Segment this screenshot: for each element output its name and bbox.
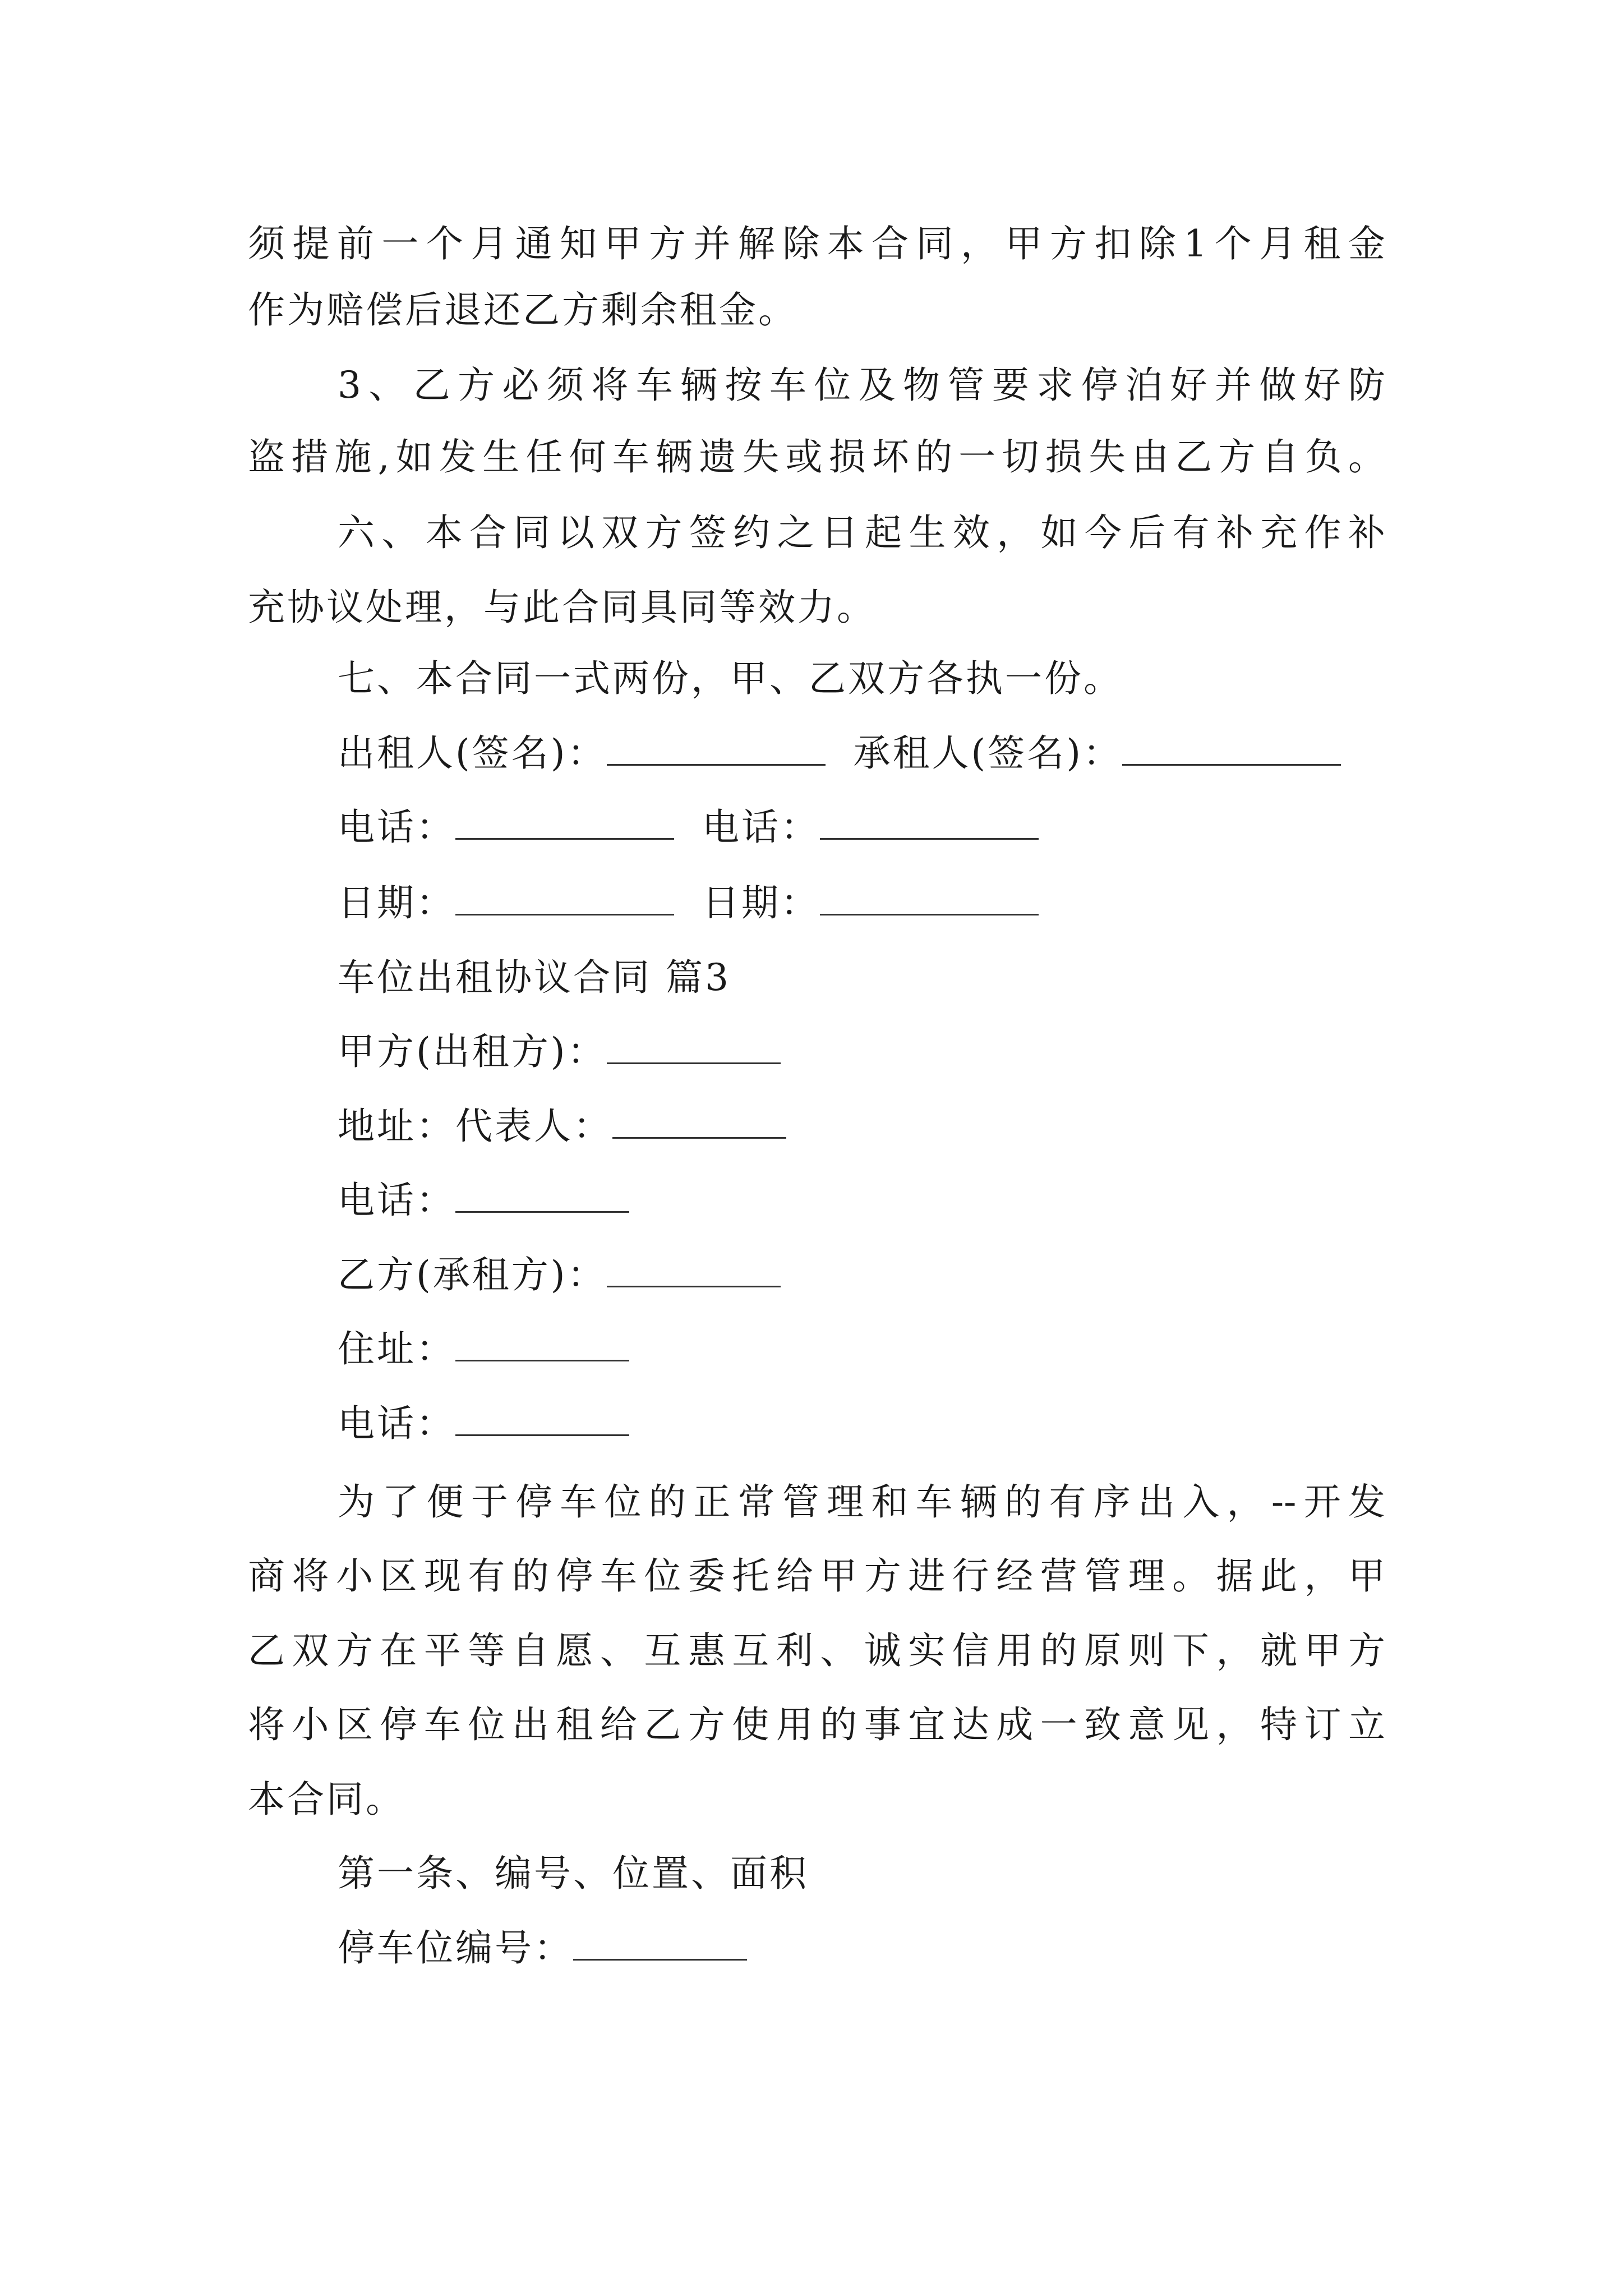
lessee-phone-label: 电话： bbox=[702, 806, 820, 849]
party-a-phone-label: 电话： bbox=[338, 1179, 455, 1222]
lessee-signature-label: 承租人(签名)： bbox=[853, 731, 1122, 775]
paragraph-line: 充协议处理，与此合同具同等效力。 bbox=[248, 586, 876, 629]
lessor-signature-blank bbox=[607, 725, 826, 766]
paragraph-line: 六、本合同以双方签约之日起生效，如今后有补充作补 bbox=[338, 511, 1385, 554]
lessee-phone-blank bbox=[820, 799, 1039, 840]
party-b-address-label: 住址： bbox=[338, 1327, 455, 1370]
party-b-phone-blank bbox=[455, 1395, 629, 1436]
paragraph-line: 本合同。 bbox=[248, 1778, 405, 1821]
paragraph-line: 将小区停车位出租给乙方使用的事宜达成一致意见，特订立 bbox=[248, 1703, 1385, 1746]
paragraph-line: 商将小区现有的停车位委托给甲方进行经营管理。据此，甲 bbox=[248, 1554, 1385, 1598]
parking-number-blank bbox=[573, 1920, 747, 1961]
phone-row bbox=[338, 797, 1039, 858]
party-b-row bbox=[338, 1244, 781, 1306]
paragraph-line: 为了便于停车位的正常管理和车辆的有序出入，--开发 bbox=[338, 1480, 1385, 1524]
paragraph-line: 须提前一个月通知甲方并解除本合同，甲方扣除1个月租金 bbox=[248, 222, 1385, 265]
lessee-date-blank bbox=[820, 875, 1039, 915]
party-a-row bbox=[338, 1021, 781, 1083]
party-b-address-blank bbox=[455, 1320, 629, 1361]
lessor-phone-label: 电话： bbox=[338, 806, 455, 849]
paragraph-line: 作为赔偿后退还乙方剩余租金。 bbox=[248, 288, 797, 332]
party-a-address-blank bbox=[612, 1098, 786, 1139]
party-a-phone-row bbox=[338, 1170, 629, 1231]
lessee-signature-blank bbox=[1122, 725, 1341, 766]
party-b-phone-row bbox=[338, 1393, 629, 1455]
paragraph-line: 3、乙方必须将车辆按车位及物管要求停泊好并做好防 bbox=[338, 364, 1385, 407]
lessor-date-blank bbox=[455, 875, 674, 915]
party-a-blank bbox=[607, 1023, 781, 1064]
party-a-address-label: 地址：代表人： bbox=[338, 1105, 612, 1148]
lessor-phone-blank bbox=[455, 799, 674, 840]
paragraph-line: 七、本合同一式两份，甲、乙双方各执一份。 bbox=[338, 657, 1123, 700]
party-a-address-row bbox=[338, 1096, 786, 1157]
section-title: 车位出租协议合同 篇3 bbox=[338, 956, 731, 999]
party-b-phone-label: 电话： bbox=[338, 1402, 455, 1445]
paragraph-line: 盗措施,如发生任何车辆遗失或损坏的一切损失由乙方自负。 bbox=[248, 435, 1385, 478]
parking-number-label: 停车位编号： bbox=[338, 1926, 573, 1970]
party-b-blank bbox=[607, 1246, 781, 1287]
date-row bbox=[338, 872, 1039, 934]
lessee-date-label: 日期： bbox=[702, 881, 820, 924]
signature-row bbox=[338, 723, 1341, 784]
paragraph-line: 乙双方在平等自愿、互惠互利、诚实信用的原则下，就甲方 bbox=[248, 1629, 1385, 1672]
lessor-signature-label: 出租人(签名)： bbox=[338, 731, 607, 775]
party-b-label: 乙方(承租方)： bbox=[338, 1253, 607, 1296]
parking-number-row bbox=[338, 1917, 747, 1979]
article-heading: 第一条、编号、位置、面积 bbox=[338, 1852, 809, 1895]
lessor-date-label: 日期： bbox=[338, 881, 455, 924]
party-b-address-row bbox=[338, 1318, 629, 1380]
party-a-label: 甲方(出租方)： bbox=[338, 1030, 607, 1073]
party-a-phone-blank bbox=[455, 1172, 629, 1213]
